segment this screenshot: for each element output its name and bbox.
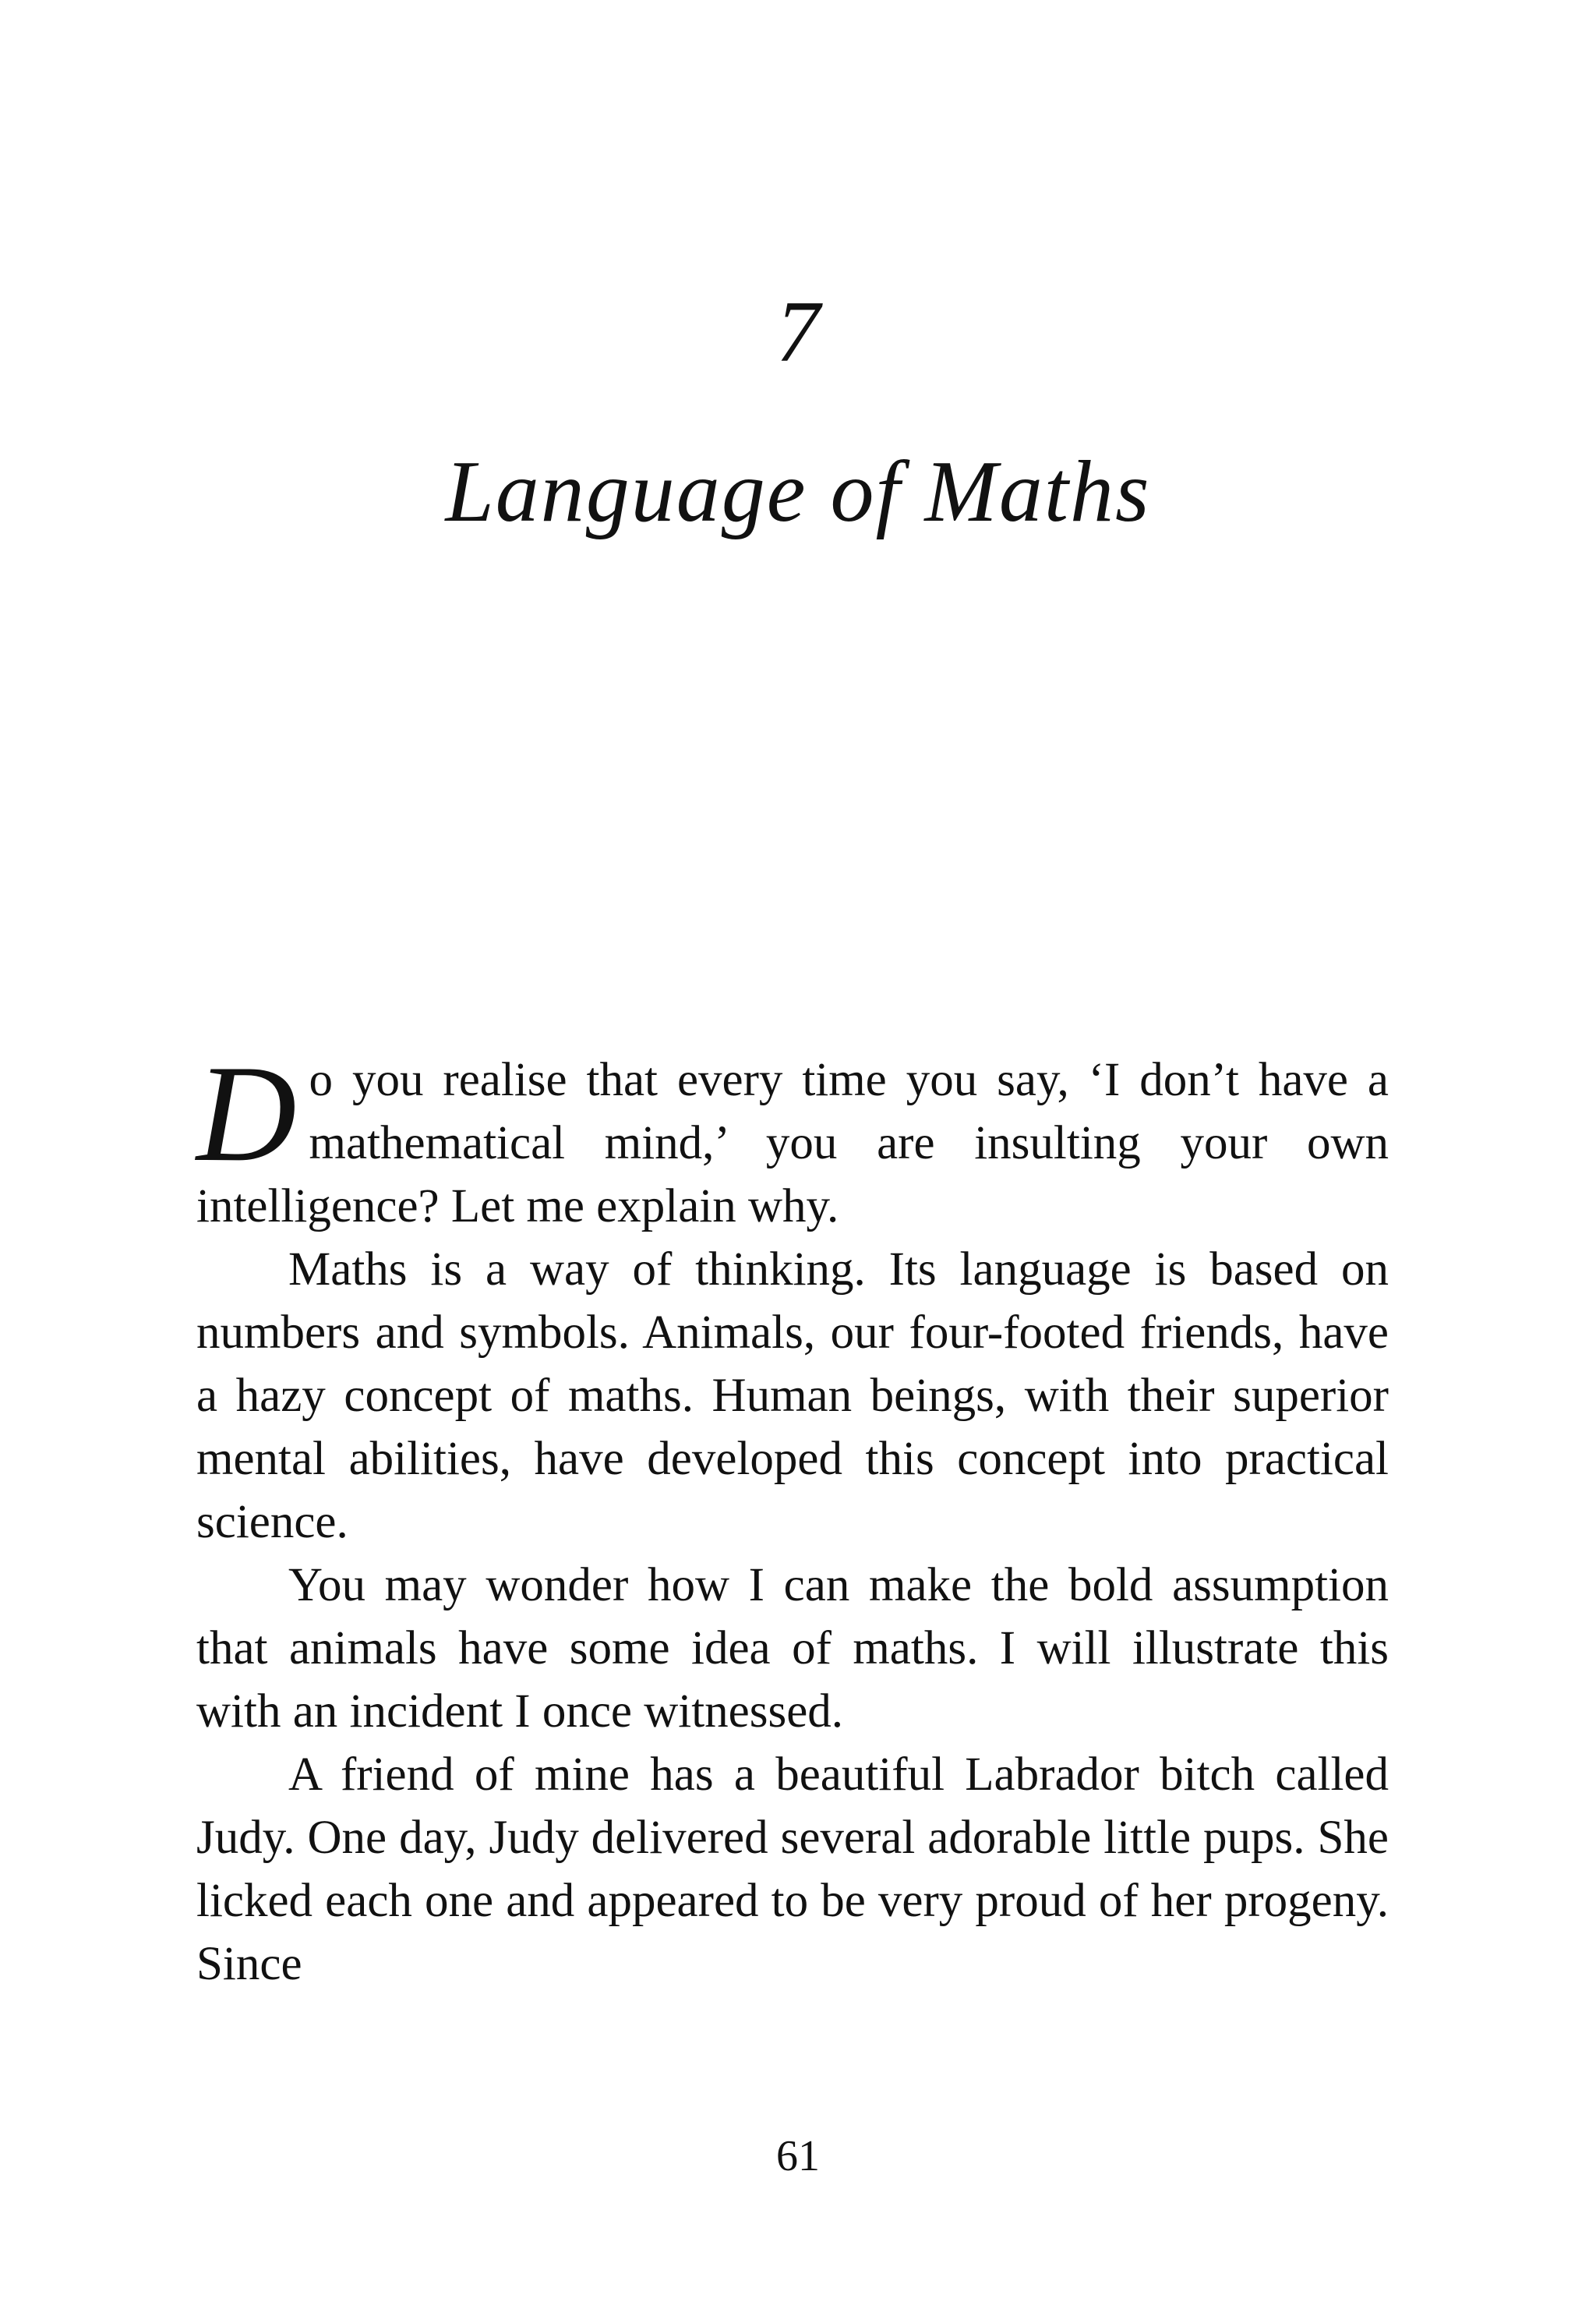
drop-cap: D xyxy=(196,1036,297,1190)
chapter-number: 7 xyxy=(776,284,820,380)
chapter-body xyxy=(196,1036,1389,1996)
paragraph-2: Maths is a way of thinking. Its language is based on numbers and symbols. Animals, our four-footed friends, have a hazy concept of maths. Human beings, with their superior mental abilities, have developed this concept into practical science. xyxy=(196,1243,1389,1548)
paragraph-1 xyxy=(196,1036,1389,1238)
paragraph-1-text: o you realise that every time you say, ‘I don’t have a mathematical mind,’ you are insulting your own intelligence? Let me explain why. xyxy=(196,1054,1389,1232)
page-number: 61 xyxy=(776,2132,820,2180)
paragraph-3: You may wonder how I can make the bold assumption that animals have some idea of maths. I will illustrate this with an incident I once witnessed. xyxy=(196,1559,1389,1738)
paragraph-4: A friend of mine has a beautiful Labrador bitch called Judy. One day, Judy delivered several adorable little pups. She licked each one and appeared to be very proud of her progeny. Since xyxy=(196,1748,1389,1990)
chapter-title: Language of Maths xyxy=(445,444,1151,540)
